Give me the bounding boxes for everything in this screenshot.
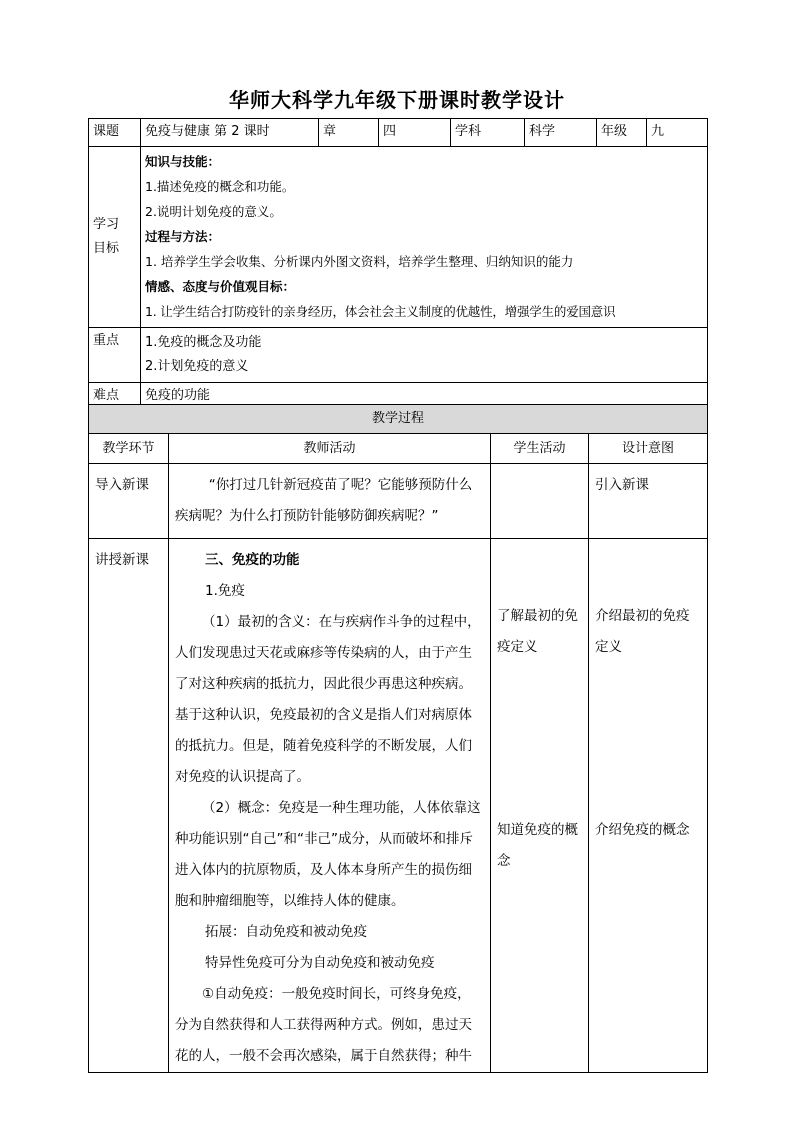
lecture-student — [491, 539, 589, 1073]
lecture-stage: 讲授新课 — [89, 539, 169, 1073]
key-points-content — [141, 328, 708, 383]
intro-student — [491, 464, 589, 539]
intro-stage: 导入新课 — [89, 464, 169, 539]
column-header-stage: 教学环节 — [89, 434, 169, 464]
section-heading: 三、免疫的功能 — [205, 552, 300, 568]
chapter-label: 章 — [319, 119, 379, 147]
emotion-item: 1. 让学生结合打防疫针的亲身经历，体会社会主义制度的优越性，增强学生的爱国意识 — [145, 304, 616, 319]
knowledge-item: 1.描述免疫的概念和功能。 — [145, 179, 295, 194]
paragraph-concept: （2）概念：免疫是一种生理功能，人体依靠这种功能识别“自己”和“非己”成分，从而破坏和排斥进入体内的抗原物质，及人体本身所产生的损伤细胞和肿瘤细胞等，以维持人体的健康。 — [175, 800, 481, 909]
difficulty-label: 难点 — [89, 383, 141, 410]
grade-label: 年级 — [597, 119, 647, 147]
subject-value: 科学 — [525, 119, 597, 147]
topic-value: 免疫与健康 第 2 课时 — [141, 119, 319, 147]
lecture-teacher — [169, 539, 491, 1073]
topic-label: 课题 — [89, 119, 141, 147]
column-header-intent: 设计意图 — [589, 434, 708, 464]
sub-heading: 1.免疫 — [205, 583, 245, 599]
intent-1: 介绍最初的免疫定义 — [595, 608, 690, 655]
student-activity-2: 知道免疫的概念 — [497, 822, 578, 869]
subject-label: 学科 — [451, 119, 525, 147]
paragraph-original-meaning: （1）最初的含义：在与疾病作斗争的过程中，人们发现患过天花或麻疹等传染病的人，由于产生了对这种疾病的抵抗力，因此很少再患这种疾病。基于这种认识，免疫最初的含义是指人们对病原体的抵抗力。但是，随着免疫科学的不断发展，人们对免疫的认识提高了。 — [175, 614, 481, 785]
chapter-value: 四 — [379, 119, 451, 147]
expand-heading: 拓展：自动免疫和被动免疫 — [205, 924, 367, 940]
key-points-label: 重点 — [89, 328, 141, 383]
goals-content — [141, 147, 708, 328]
document-title: 华师大科学九年级下册课时教学设计 — [229, 88, 565, 112]
key-point-item: 2.计划免疫的意义 — [145, 359, 249, 374]
column-header-student: 学生活动 — [491, 434, 589, 464]
lesson-info-table — [88, 118, 708, 410]
grade-value: 九 — [647, 119, 708, 147]
emotion-heading: 情感、态度与价值观目标： — [145, 279, 296, 294]
knowledge-item: 2.说明计划免疫的意义。 — [145, 204, 282, 219]
difficulty-value: 免疫的功能 — [141, 383, 708, 410]
intent-2: 介绍免疫的概念 — [595, 822, 690, 838]
goals-label: 学习 目标 — [89, 147, 141, 328]
lecture-intent — [589, 539, 708, 1073]
column-header-teacher: 教师活动 — [169, 434, 491, 464]
process-heading: 教学过程 — [89, 405, 708, 434]
paragraph-active-immunity: ①自动免疫：一般免疫时间长，可终身免疫，分为自然获得和人工获得两种方式。例如，患过天花的人，一般不会再次感染，属于自然获得；种牛 — [175, 986, 472, 1064]
student-activity-1: 了解最初的免疫定义 — [497, 608, 578, 655]
intro-intent: 引入新课 — [589, 464, 708, 539]
process-item: 1. 培养学生学会收集、分析课内外图文资料，培养学生整理、归纳知识的能力 — [145, 254, 574, 269]
teaching-process-table — [88, 404, 708, 1073]
specific-immunity-line: 特异性免疫可分为自动免疫和被动免疫 — [205, 955, 435, 971]
process-heading: 过程与方法： — [145, 229, 221, 244]
intro-teacher: “你打过几针新冠疫苗了呢？它能够预防什么疾病呢？为什么打预防针能够防御疾病呢？” — [169, 464, 491, 539]
knowledge-heading: 知识与技能： — [145, 154, 221, 169]
key-point-item: 1.免疫的概念及功能 — [145, 335, 262, 350]
